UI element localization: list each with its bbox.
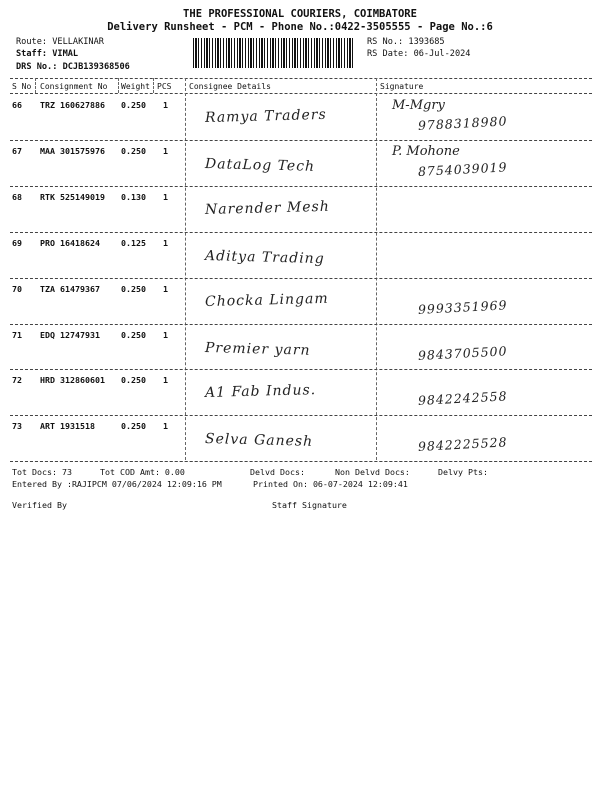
row-sno: 71: [12, 329, 22, 340]
row-weight: 0.250: [121, 100, 146, 110]
row-sno: 72: [12, 375, 22, 386]
col-sep: [35, 78, 36, 93]
col-header-consignment: Consignment No: [40, 82, 108, 91]
col-header-signature: Signature: [380, 82, 424, 91]
row-weight: 0.250: [121, 375, 146, 386]
row-separator: [10, 232, 592, 233]
row-separator: [10, 140, 592, 141]
row-pcs: 1: [163, 421, 168, 432]
row-weight: 0.250: [121, 145, 146, 156]
row-pcs: 1: [163, 329, 168, 340]
row-weight: 0.130: [121, 191, 146, 202]
row-consignee-handwritten: Aditya Trading: [204, 247, 325, 267]
col-header-consignee: Consignee Details: [189, 82, 271, 91]
runsheet-title: Delivery Runsheet - PCM - Phone No.:0422-3505555 - Page No.:6: [107, 21, 493, 33]
row-sno: 66: [12, 100, 22, 110]
drs-number: DRS No.: DCJB139368506: [16, 62, 130, 72]
row-consignee-handwritten: Ramya Traders: [204, 106, 327, 126]
row-consignment-no: EDQ 12747931: [40, 329, 100, 340]
col-sep: [118, 78, 119, 93]
row-pcs: 1: [163, 375, 168, 386]
col-sep: [185, 78, 186, 460]
row-sno: 67: [12, 145, 22, 156]
row-weight: 0.125: [121, 237, 146, 248]
row-separator: [10, 186, 592, 187]
row-sno: 70: [12, 283, 22, 294]
row-sno: 68: [12, 191, 22, 202]
row-pcs: 1: [163, 191, 168, 202]
company-title: THE PROFESSIONAL COURIERS, COIMBATORE: [183, 8, 417, 20]
row-weight: 0.250: [121, 421, 146, 432]
entered-by: Entered By :RAJIPCM 07/06/2024 12:09:16 PM: [12, 479, 222, 489]
verified-by: Verified By: [12, 500, 67, 510]
row-consignee-handwritten: Selva Ganesh: [204, 431, 314, 451]
rs-date: RS Date: 06-Jul-2024: [367, 49, 471, 59]
row-signature-phone: 9788318980: [417, 113, 508, 133]
route-label: Route: VELLAKINAR: [16, 37, 104, 47]
staff-label: Staff: VIMAL: [16, 49, 79, 59]
delivered-docs: Delvd Docs:: [250, 467, 305, 477]
non-delivered-docs: Non Delvd Docs:: [335, 467, 410, 477]
col-header-sno: S No: [12, 82, 32, 91]
row-separator: [10, 324, 592, 325]
row-signature-phone: 9843705500: [417, 342, 508, 363]
row-signature-phone: 9993351969: [417, 296, 508, 317]
row-weight: 0.250: [121, 329, 146, 340]
row-signature-name: M-Mgry: [392, 98, 445, 113]
header-bottom-rule: [10, 93, 592, 94]
col-header-pcs: PCS: [157, 82, 172, 91]
row-separator: [10, 369, 592, 370]
row-signature-phone: 9842242558: [417, 388, 508, 409]
row-pcs: 1: [163, 100, 168, 110]
row-sno: 69: [12, 237, 22, 248]
row-consignment-no: HRD 312860601: [40, 375, 105, 386]
row-pcs: 1: [163, 283, 168, 294]
row-consignment-no: TZA 61479367: [40, 283, 100, 294]
row-pcs: 1: [163, 237, 168, 248]
footer-rule: [10, 461, 592, 462]
row-signature-phone: 9842225528: [417, 434, 508, 455]
row-signature-name: P. Mohone: [392, 143, 460, 159]
col-sep: [376, 78, 377, 460]
row-consignment-no: TRZ 160627886: [40, 100, 105, 110]
rs-number: RS No.: 1393685: [367, 37, 445, 47]
row-consignment-no: RTK 525149019: [40, 191, 105, 202]
printed-on: Printed On: 06-07-2024 12:09:41: [253, 479, 408, 489]
row-consignee-handwritten: Narender Mesh: [204, 198, 330, 218]
row-consignee-handwritten: A1 Fab Indus.: [204, 382, 317, 402]
row-consignment-no: ART 1931518: [40, 421, 95, 432]
col-header-weight: Weight: [121, 82, 150, 91]
row-sno: 73: [12, 421, 22, 432]
row-weight: 0.250: [121, 283, 146, 294]
delivery-points: Delvy Pts:: [438, 467, 488, 477]
row-consignment-no: MAA 301575976: [40, 145, 105, 156]
row-consignment-no: PRO 16418624: [40, 237, 100, 248]
row-separator: [10, 278, 592, 279]
row-separator: [10, 415, 592, 416]
row-consignee-handwritten: DataLog Tech: [204, 155, 316, 175]
col-sep: [153, 78, 154, 93]
row-signature-phone: 8754039019: [417, 159, 508, 179]
row-consignee-handwritten: Chocka Lingam: [204, 290, 329, 310]
staff-signature: Staff Signature: [272, 500, 347, 510]
total-cod: Tot COD Amt: 0.00: [100, 467, 185, 477]
barcode: [193, 38, 353, 68]
row-consignee-handwritten: Premier yarn: [204, 339, 311, 359]
row-pcs: 1: [163, 145, 168, 156]
total-docs: Tot Docs: 73: [12, 467, 72, 477]
header-top-rule: [10, 78, 592, 79]
